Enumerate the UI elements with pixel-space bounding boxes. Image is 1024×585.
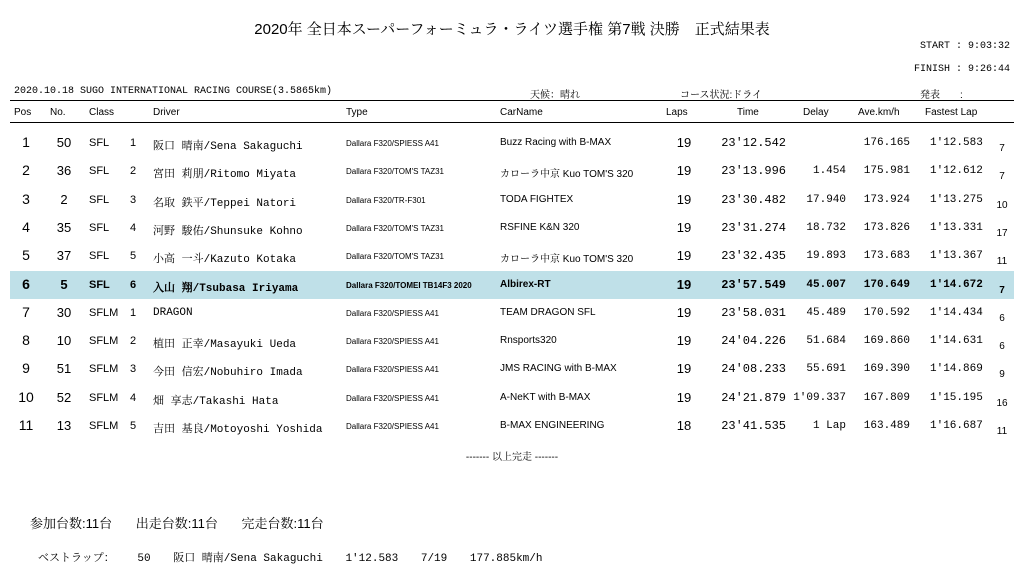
cell-type: Dallara F320/SPIESS A41 [346, 337, 439, 347]
cell-avg: 175.981 [863, 165, 910, 178]
cell-no: 10 [56, 333, 72, 349]
cell-class-pos: 5 [130, 250, 137, 263]
started-count: 出走台数:11台 [135, 516, 218, 531]
cell-fastest: 1'12.612 [930, 165, 983, 178]
cell-no: 50 [56, 135, 72, 150]
table-row [10, 384, 1014, 412]
cell-class: SFLM [89, 363, 119, 376]
header-driver: Driver [153, 107, 180, 118]
best-lap [38, 549, 559, 565]
entered-count: 参加台数:11台 [30, 516, 113, 531]
cell-driver: 植田 正幸/Masayuki Ueda [153, 339, 297, 352]
cell-type: Dallara F320/SPIESS A41 [346, 422, 439, 431]
table-row [10, 129, 1014, 157]
cell-class-pos: 3 [130, 363, 137, 376]
cell-pos: 9 [22, 360, 30, 377]
cell-class: SFLM [89, 335, 119, 348]
cell-class-pos: 1 [130, 137, 137, 149]
cell-pos: 1 [22, 134, 30, 150]
table-row [10, 186, 1014, 214]
cell-type: Dallara F320/SPIESS A41 [346, 308, 439, 318]
cell-fastest: 1'14.631 [930, 335, 983, 348]
cell-driver: 入山 翔/Tsubasa Iriyama [153, 282, 299, 295]
cell-pos: 11 [18, 417, 34, 433]
cell-pos: 10 [18, 388, 34, 405]
start-time: START : 9:03:32 [919, 41, 1010, 52]
announcement-label: 発表 : [920, 90, 963, 101]
cell-laps: 19 [676, 276, 692, 292]
cell-delay: 1.454 [812, 165, 846, 178]
cell-laps: 19 [676, 135, 692, 150]
table-row [10, 355, 1014, 383]
cell-time: 23'32.435 [721, 249, 786, 264]
cell-driver: 阪口 晴南/Sena Sakaguchi [153, 141, 303, 153]
cell-class: SFLM [89, 420, 119, 432]
cell-no: 30 [56, 304, 72, 320]
table-row [10, 157, 1014, 185]
cell-type: Dallara F320/TOM'S TAZ31 [346, 167, 445, 177]
cell-type: Dallara F320/TOM'S TAZ31 [346, 252, 445, 262]
cell-time: 23'30.482 [721, 192, 786, 207]
cell-fastest: 1'14.869 [930, 363, 983, 376]
cell-delay: 19.893 [806, 250, 846, 263]
header-no: No. [50, 107, 66, 118]
cell-time: 24'04.226 [721, 334, 786, 349]
cell-type: Dallara F320/TOM'S TAZ31 [346, 223, 445, 233]
cell-fastest-lap-no: 17 [996, 227, 1008, 239]
cell-driver: 吉田 基良/Motoyoshi Yoshida [153, 424, 323, 436]
cell-driver: 名取 鉄平/Teppei Natori [153, 197, 297, 210]
cell-delay: 45.007 [806, 278, 846, 291]
cell-laps: 19 [676, 333, 692, 349]
cell-class-pos: 2 [130, 165, 137, 178]
cell-fastest: 1'15.195 [930, 391, 983, 404]
cell-avg: 169.860 [863, 335, 910, 348]
cell-fastest-lap-no: 10 [996, 199, 1008, 211]
cell-delay: 18.732 [806, 221, 846, 234]
cell-fastest-lap-no: 7 [999, 284, 1005, 296]
cell-class-pos: 1 [130, 306, 137, 319]
cell-pos: 4 [22, 218, 30, 235]
cell-time: 23'58.031 [721, 305, 786, 320]
cell-type: Dallara F320/TOMEI TB14F3 2020 [346, 280, 472, 290]
cell-avg: 176.165 [863, 137, 910, 149]
cell-laps: 19 [676, 361, 692, 377]
cell-class: SFL [89, 221, 110, 234]
table-row [10, 242, 1014, 270]
cell-no: 2 [60, 191, 68, 207]
header-bottom-rule [10, 122, 1014, 123]
cell-class-pos: 5 [130, 420, 137, 432]
finished-count: 完走台数:11台 [241, 516, 324, 531]
cell-no: 51 [56, 361, 72, 377]
cell-fastest-lap-no: 7 [999, 143, 1005, 154]
cell-fastest-lap-no: 6 [999, 341, 1005, 353]
cell-avg: 173.683 [863, 250, 910, 263]
best-lap-driver: 阪口 晴南/Sena Sakaguchi [173, 553, 323, 565]
header-time: Time [737, 107, 759, 118]
cell-fastest-lap-no: 11 [996, 426, 1008, 437]
cell-class: SFLM [89, 391, 119, 404]
cell-avg: 173.826 [863, 221, 910, 234]
table-row [10, 214, 1014, 242]
cell-delay: 45.489 [806, 306, 846, 319]
cell-fastest: 1'13.331 [930, 221, 983, 234]
header-car: CarName [500, 107, 543, 118]
cell-fastest: 1'13.367 [930, 250, 983, 263]
cell-class-pos: 4 [130, 391, 137, 404]
table-row [10, 327, 1014, 355]
cell-no: 13 [56, 418, 72, 433]
cell-driver: 小高 一斗/Kazuto Kotaka [153, 254, 297, 267]
cell-fastest: 1'14.434 [930, 306, 983, 319]
weather-info: 天候：晴れ [530, 90, 580, 101]
cell-class: SFL [89, 250, 110, 263]
cell-car: Albirex-RT [500, 278, 551, 290]
finish-time: FINISH : 9:26:44 [913, 64, 1010, 75]
cell-fastest: 1'16.687 [930, 420, 983, 432]
header-class: Class [89, 107, 115, 118]
cell-laps: 19 [676, 191, 692, 207]
course-info: 2020.10.18 SUGO INTERNATIONAL RACING COURSE(3.5865km) [14, 86, 333, 97]
cell-class: SFL [89, 278, 110, 291]
cell-car: A-NeKT with B-MAX [500, 391, 591, 403]
cell-laps: 19 [676, 163, 692, 179]
cell-pos: 3 [22, 190, 30, 207]
cell-avg: 173.924 [863, 193, 910, 206]
cell-car: カローラ中京 Kuo TOM'S 320 [500, 169, 634, 181]
cell-pos: 5 [22, 247, 30, 264]
car-counts [30, 513, 342, 532]
cell-class-pos: 3 [130, 193, 137, 206]
cell-fastest: 1'13.275 [930, 193, 983, 206]
cell-time: 23'31.274 [721, 220, 786, 235]
cell-type: Dallara F320/SPIESS A41 [346, 393, 439, 403]
cell-delay: 1 Lap [812, 420, 846, 432]
header-top-rule [10, 100, 1014, 101]
header-avg: Ave.km/h [858, 107, 900, 118]
table-row [10, 271, 1014, 299]
cell-no: 5 [60, 276, 68, 292]
cell-no: 52 [56, 389, 72, 405]
cell-class-pos: 6 [130, 278, 137, 291]
cell-class-pos: 4 [130, 221, 137, 234]
cell-car: Buzz Racing with B-MAX [500, 137, 612, 148]
cell-driver: DRAGON [153, 306, 193, 319]
cell-laps: 19 [676, 389, 692, 405]
best-lap-speed: 177.885km/h [469, 553, 543, 565]
cell-avg: 170.649 [863, 278, 910, 291]
best-lap-label: ベストラップ： [38, 553, 115, 565]
cell-laps: 19 [676, 219, 692, 235]
cell-time: 23'12.542 [721, 136, 786, 150]
cell-fastest-lap-no: 11 [996, 256, 1008, 268]
table-row [10, 299, 1014, 327]
cell-pos: 7 [22, 303, 30, 320]
cell-class: SFL [89, 165, 110, 178]
cell-class: SFL [89, 193, 110, 206]
track-condition: コース状況:ドライ [680, 90, 762, 101]
cell-fastest-lap-no: 6 [999, 312, 1005, 324]
cell-fastest: 1'12.583 [930, 137, 983, 149]
cell-driver: 河野 駿佑/Shunsuke Kohno [153, 225, 303, 238]
cell-car: TODA FIGHTEX [500, 193, 574, 205]
best-lap-no: 50 [137, 553, 151, 565]
cell-avg: 169.390 [863, 363, 910, 376]
cell-fastest-lap-no: 9 [999, 369, 1005, 381]
cell-car: Rnsports320 [500, 335, 557, 347]
cell-driver: 畑 享志/Takashi Hata [153, 395, 279, 408]
header-delay: Delay [803, 107, 829, 118]
cell-avg: 163.489 [863, 420, 910, 432]
cell-fastest-lap-no: 7 [999, 171, 1005, 183]
cell-type: Dallara F320/TR-F301 [346, 195, 426, 205]
cell-laps: 19 [676, 248, 692, 264]
cell-delay: 55.691 [806, 363, 846, 376]
best-lap-time: 1'12.583 [345, 553, 399, 565]
cell-laps: 18 [676, 418, 692, 433]
cell-type: Dallara F320/SPIESS A41 [346, 139, 439, 148]
cell-laps: 19 [676, 304, 692, 320]
cell-time: 24'08.233 [721, 362, 786, 377]
cell-fastest: 1'14.672 [930, 278, 983, 291]
cell-avg: 170.592 [863, 306, 910, 319]
header-type: Type [346, 107, 368, 118]
cell-driver: 宮田 莉朋/Ritomo Miyata [153, 169, 297, 182]
cell-class: SFLM [89, 306, 119, 319]
cell-car: RSFINE K&N 320 [500, 221, 580, 233]
cell-pos: 2 [22, 162, 30, 179]
cell-pos: 6 [22, 275, 30, 292]
cell-delay: 51.684 [806, 335, 846, 348]
cell-time: 23'41.535 [721, 419, 786, 433]
table-row [10, 412, 1014, 440]
cell-time: 24'21.879 [721, 390, 786, 405]
cell-no: 37 [56, 248, 72, 264]
header-fastest: Fastest Lap [925, 107, 978, 118]
cell-time: 23'57.549 [721, 277, 786, 292]
cell-no: 36 [56, 163, 72, 179]
cell-delay: 17.940 [806, 193, 846, 206]
cell-no: 35 [56, 219, 72, 235]
cell-car: JMS RACING with B-MAX [500, 363, 617, 375]
cell-car: TEAM DRAGON SFL [500, 306, 596, 318]
finish-marker: ------- 以上完走 ------- [465, 452, 559, 463]
best-lap-lap: 7/19 [420, 553, 448, 565]
cell-type: Dallara F320/SPIESS A41 [346, 365, 439, 375]
cell-class: SFL [89, 137, 110, 149]
cell-time: 23'13.996 [721, 164, 786, 179]
cell-pos: 8 [22, 332, 30, 349]
cell-delay: 1'09.337 [793, 391, 846, 404]
cell-class-pos: 2 [130, 335, 137, 348]
cell-car: カローラ中京 Kuo TOM'S 320 [500, 254, 634, 266]
page-title: 2020年 全日本スーパーフォーミュラ・ライツ選手権 第7戦 決勝 正式結果表 [254, 21, 770, 38]
header-pos: Pos [14, 107, 32, 118]
cell-car: B-MAX ENGINEERING [500, 420, 605, 431]
cell-avg: 167.809 [863, 391, 910, 404]
header-laps: Laps [666, 107, 688, 118]
cell-driver: 今田 信宏/Nobuhiro Imada [153, 367, 303, 380]
cell-fastest-lap-no: 16 [996, 397, 1008, 409]
